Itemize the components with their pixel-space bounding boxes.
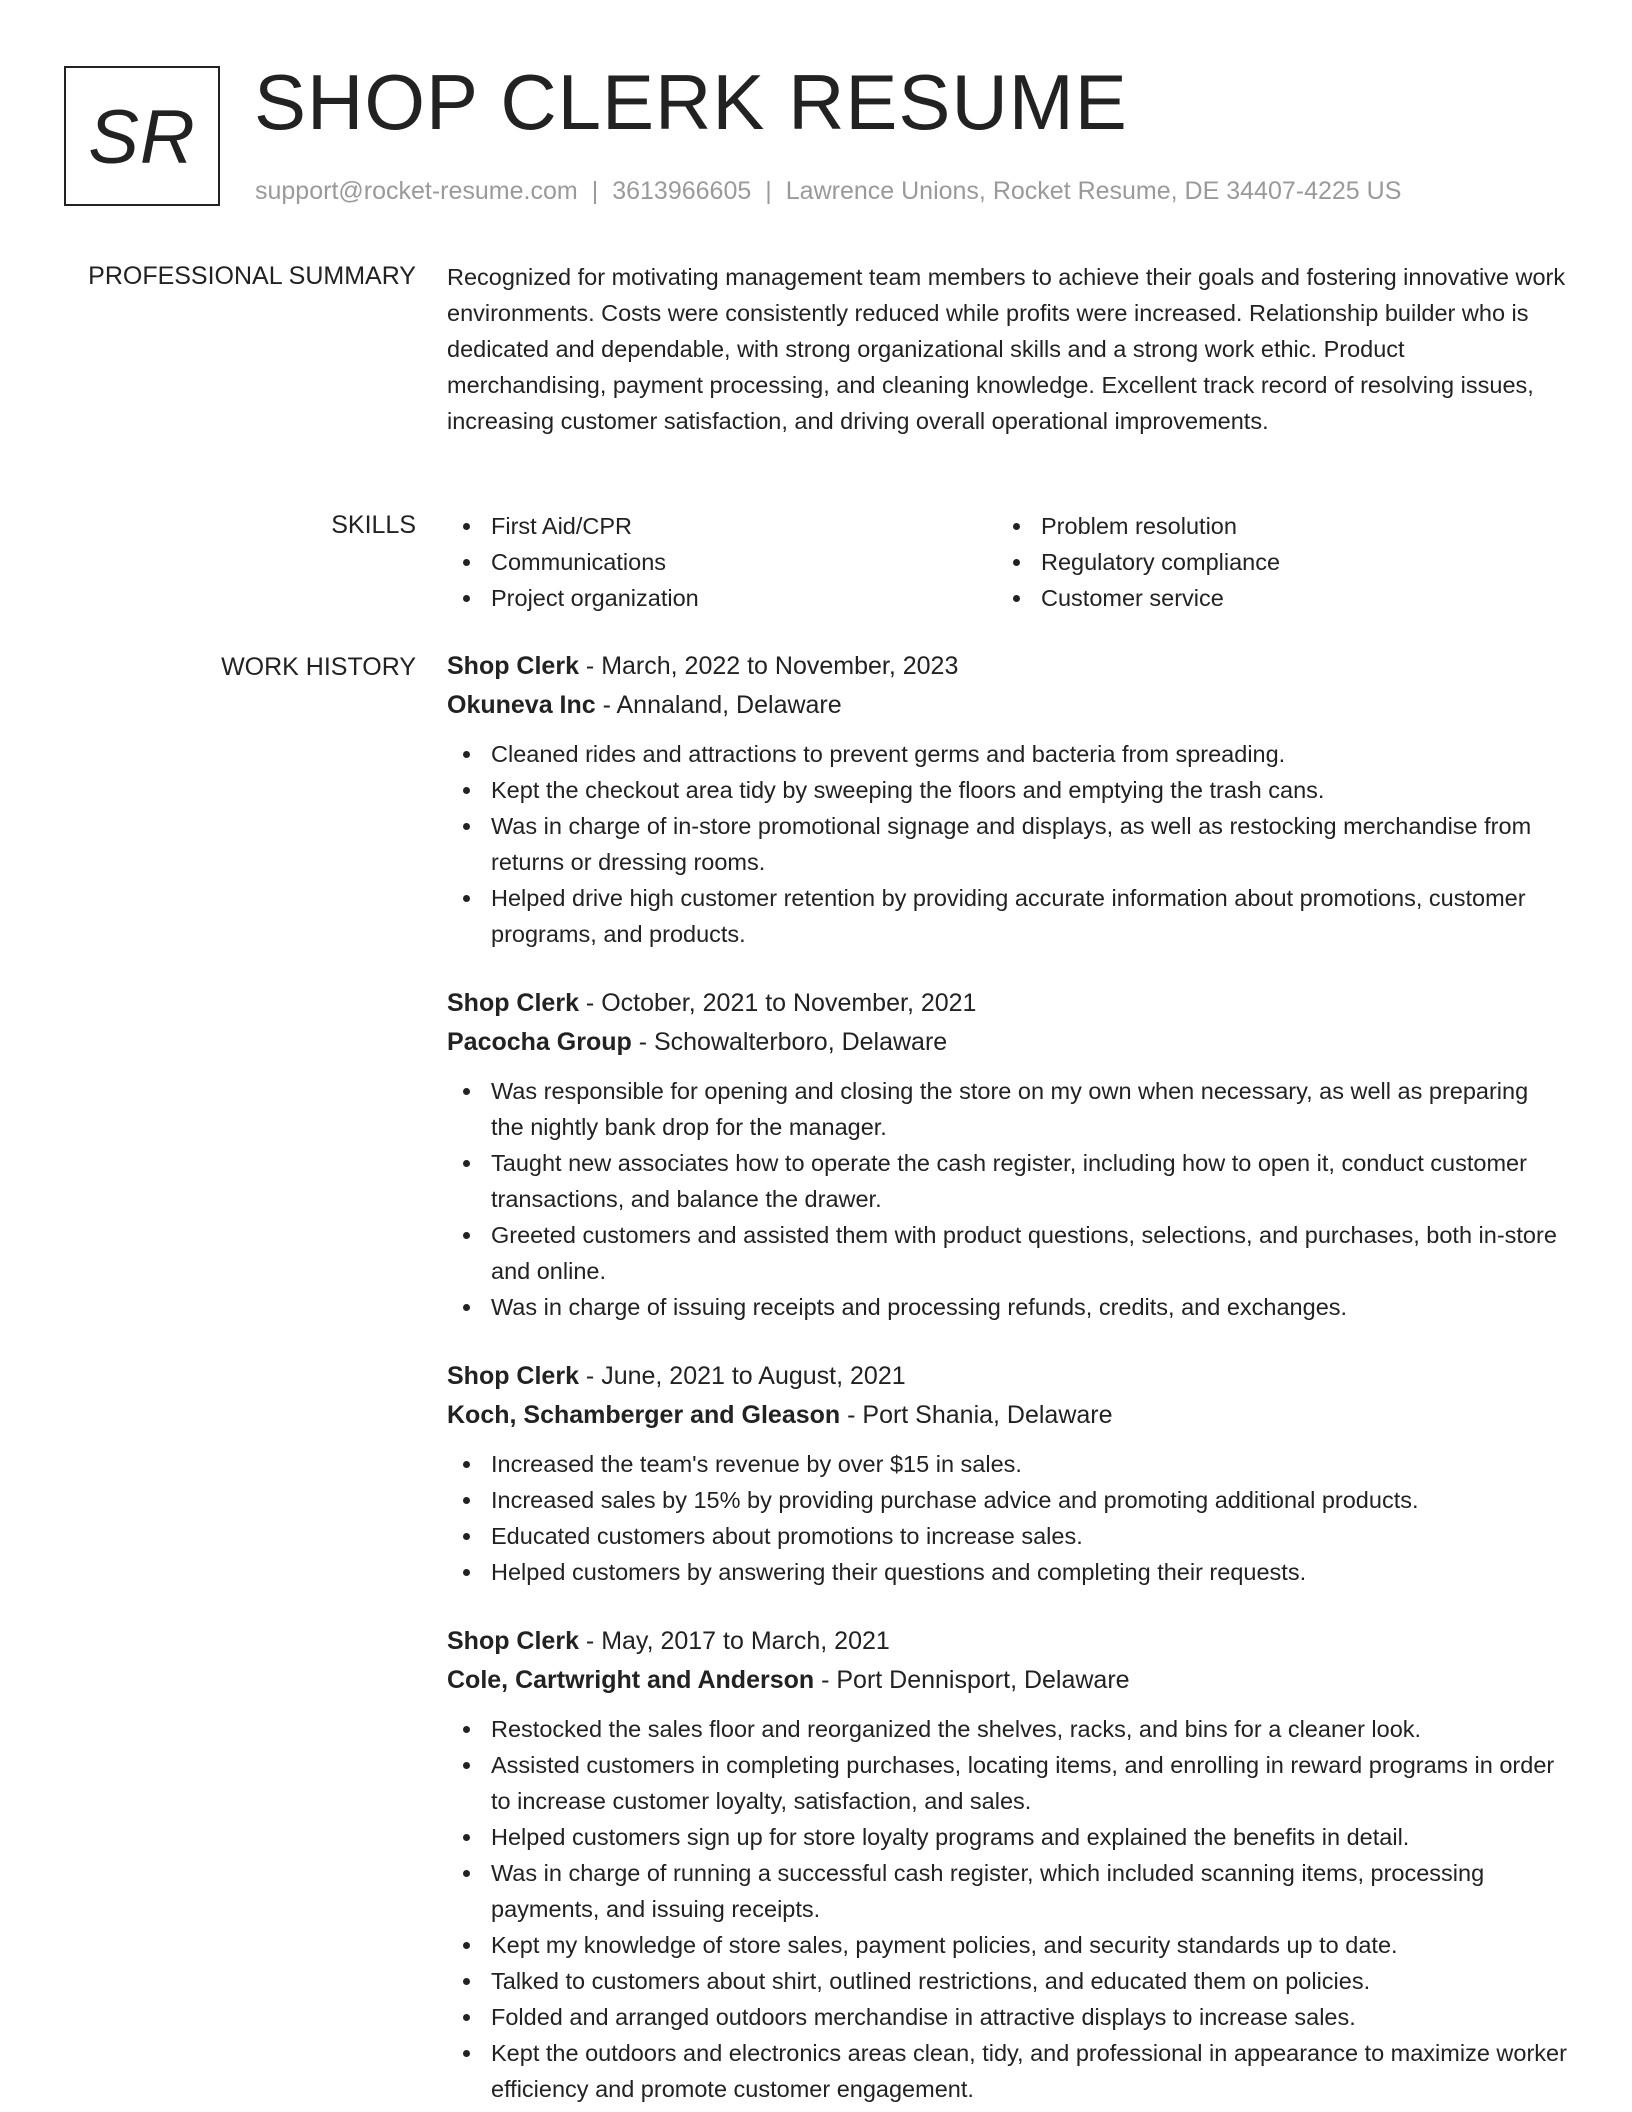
job-bullet: Helped customers sign up for store loyalty programs and explained the benefits in detail. xyxy=(447,1819,1567,1855)
job-company-line xyxy=(447,686,1567,725)
job-title: Shop Clerk xyxy=(447,1627,579,1655)
contact-email[interactable]: support@rocket-resume.com xyxy=(255,177,578,205)
job-title-line xyxy=(447,1357,1567,1396)
monogram-initials: SR xyxy=(88,94,196,180)
job-company: Pacocha Group xyxy=(447,1028,632,1056)
skill-item: Problem resolution xyxy=(997,508,1547,544)
job-bullet: Taught new associates how to operate the cash register, including how to open it, conduct customer transactions, and balance the drawer. xyxy=(447,1145,1567,1217)
skills-column-left xyxy=(447,508,997,616)
job-bullet: Helped drive high customer retention by providing accurate information about promotions, customer programs, and products. xyxy=(447,880,1567,952)
job-bullet: Was in charge of issuing receipts and processing refunds, credits, and exchanges. xyxy=(447,1289,1567,1325)
job-location: - Schowalterboro, Delaware xyxy=(631,1028,948,1056)
summary-section xyxy=(447,259,1567,439)
skills-column-right xyxy=(997,508,1547,616)
job-bullet: Assisted customers in completing purchases, locating items, and enrolling in reward programs in order to increase customer loyalty, satisfaction, and sales. xyxy=(447,1747,1567,1819)
job-title-line xyxy=(447,647,1567,686)
skills-grid xyxy=(447,508,1567,616)
job-company-line xyxy=(447,1661,1567,1700)
job-bullet: Was in charge of in-store promotional signage and displays, as well as restocking merchandise from returns or dressing rooms. xyxy=(447,808,1567,880)
skill-item: Customer service xyxy=(997,580,1547,616)
job-location: - Port Shania, Delaware xyxy=(840,1401,1113,1429)
job-entry xyxy=(447,1622,1567,2107)
contact-phone[interactable]: 3613966605 xyxy=(612,177,752,205)
job-dates: - June, 2021 to August, 2021 xyxy=(578,1362,906,1390)
job-company-line xyxy=(447,1396,1567,1435)
job-bullet: Talked to customers about shirt, outlined restrictions, and educated them on policies. xyxy=(447,1963,1567,1999)
job-bullet: Increased the team's revenue by over $15 in sales. xyxy=(447,1446,1567,1482)
job-bullets xyxy=(447,736,1567,952)
job-company: Koch, Schamberger and Gleason xyxy=(447,1401,841,1429)
job-bullet: Was in charge of running a successful cash register, which included scanning items, processing payments, and issuing receipts. xyxy=(447,1855,1567,1927)
job-bullet: Was responsible for opening and closing the store on my own when necessary, as well as preparing the nightly bank drop for the manager. xyxy=(447,1073,1567,1145)
summary-text: Recognized for motivating management team members to achieve their goals and fostering innovative work environments. Costs were consistently reduced while profits were increased. Relationship builder who is dedicated and dependable, with strong organizational skills and a strong work ethic. Product merchandising, payment processing, and cleaning knowledge. Excellent track record of resolving issues, increasing customer satisfaction, and driving overall operational improvements. xyxy=(447,264,1566,434)
job-bullets xyxy=(447,1073,1567,1325)
resume-title: SHOP CLERK RESUME xyxy=(254,58,1128,146)
job-bullets xyxy=(447,1446,1567,1590)
skill-item: First Aid/CPR xyxy=(447,508,997,544)
job-location: - Port Dennisport, Delaware xyxy=(814,1666,1130,1694)
section-label-summary: PROFESSIONAL SUMMARY xyxy=(88,262,416,290)
skill-item: Regulatory compliance xyxy=(997,544,1547,580)
job-bullet: Greeted customers and assisted them with product questions, selections, and purchases, both in-store and online. xyxy=(447,1217,1567,1289)
job-bullet: Cleaned rides and attractions to prevent germs and bacteria from spreading. xyxy=(447,736,1567,772)
monogram-box xyxy=(64,66,220,206)
contact-address: Lawrence Unions, Rocket Resume, DE 34407-4225 US xyxy=(785,177,1402,205)
skill-item: Communications xyxy=(447,544,997,580)
job-title: Shop Clerk xyxy=(447,1362,579,1390)
section-label-work-history: WORK HISTORY xyxy=(221,653,416,681)
skills-section xyxy=(447,508,1567,616)
job-bullet: Helped customers by answering their questions and completing their requests. xyxy=(447,1554,1567,1590)
job-company: Cole, Cartwright and Anderson xyxy=(447,1666,815,1694)
section-label-skills: SKILLS xyxy=(331,511,416,539)
job-bullet: Educated customers about promotions to increase sales. xyxy=(447,1518,1567,1554)
job-company: Okuneva Inc xyxy=(447,691,596,719)
job-bullet: Kept the outdoors and electronics areas clean, tidy, and professional in appearance to maximize worker efficiency and promote customer engagement. xyxy=(447,2035,1567,2107)
job-bullet: Restocked the sales floor and reorganized the shelves, racks, and bins for a cleaner look. xyxy=(447,1711,1567,1747)
contact-line xyxy=(255,174,1401,208)
skill-item: Project organization xyxy=(447,580,997,616)
job-dates: - March, 2022 to November, 2023 xyxy=(578,652,959,680)
job-entry xyxy=(447,647,1567,952)
job-bullets xyxy=(447,1711,1567,2107)
job-entry xyxy=(447,1357,1567,1590)
contact-separator: | xyxy=(765,177,772,205)
job-bullet: Kept the checkout area tidy by sweeping the floors and emptying the trash cans. xyxy=(447,772,1567,808)
job-company-line xyxy=(447,1023,1567,1062)
job-dates: - May, 2017 to March, 2021 xyxy=(578,1627,890,1655)
job-title: Shop Clerk xyxy=(447,989,579,1017)
job-bullet: Folded and arranged outdoors merchandise in attractive displays to increase sales. xyxy=(447,1999,1567,2035)
job-title-line xyxy=(447,1622,1567,1661)
contact-separator: | xyxy=(591,177,599,205)
job-bullet: Increased sales by 15% by providing purchase advice and promoting additional products. xyxy=(447,1482,1567,1518)
work-history-section xyxy=(447,647,1567,2107)
job-title: Shop Clerk xyxy=(447,652,579,680)
job-entry xyxy=(447,984,1567,1325)
job-location: - Annaland, Delaware xyxy=(595,691,842,719)
job-dates: - October, 2021 to November, 2021 xyxy=(578,989,977,1017)
job-title-line xyxy=(447,984,1567,1023)
job-bullet: Kept my knowledge of store sales, payment policies, and security standards up to date. xyxy=(447,1927,1567,1963)
